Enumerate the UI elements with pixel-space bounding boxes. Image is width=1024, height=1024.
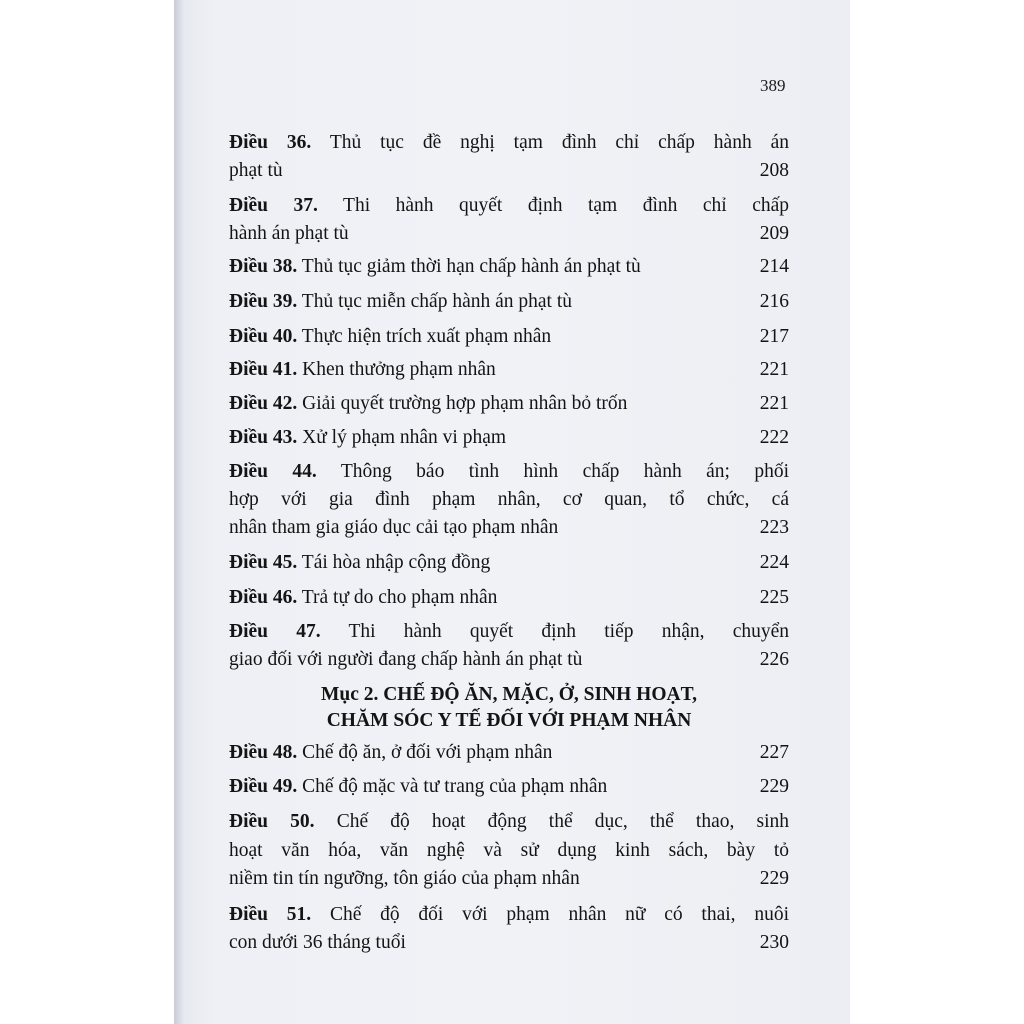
- section-heading: Mục 2. CHẾ ĐỘ ĂN, MẶC, Ở, SINH HOẠT,: [320, 684, 698, 705]
- article-title: Tái hòa nhập cộng đồng: [301, 552, 491, 573]
- page-number: 389: [760, 76, 786, 95]
- toc-page-number: 221: [759, 393, 789, 414]
- article-label: Điều 42.: [229, 393, 298, 414]
- toc-entry: [229, 193, 789, 219]
- article-label: Điều 37.: [229, 195, 318, 216]
- article-title: Thông báo tình hình chấp hành án; phối: [340, 461, 790, 482]
- toc-entry: [229, 459, 789, 485]
- article-title: Thủ tục giảm thời hạn chấp hành án phạt tù: [301, 256, 641, 277]
- toc-page-number: 225: [759, 587, 789, 608]
- article-title: Khen thưởng phạm nhân: [302, 359, 496, 380]
- article-label: Điều 40.: [229, 326, 298, 347]
- article-label: Điều 46.: [229, 587, 298, 608]
- toc-page-number: 223: [759, 517, 789, 538]
- toc-page-number: 224: [759, 552, 789, 573]
- toc-page-number: 229: [759, 868, 789, 889]
- article-title: nhân tham gia giáo dục cải tạo phạm nhân: [229, 517, 559, 538]
- toc-entry-continuation: [229, 838, 789, 864]
- article-title: Chế độ mặc và tư trang của phạm nhân: [302, 776, 608, 797]
- toc-page-number: 222: [759, 427, 789, 448]
- article-title: Chế độ đối với phạm nhân nữ có thai, nuôi: [329, 904, 789, 925]
- article-label: Điều 43.: [229, 427, 298, 448]
- article-title: Thi hành quyết định tiếp nhận, chuyển: [348, 621, 790, 642]
- article-title: hành án phạt tù: [229, 223, 349, 244]
- article-label: Điều 51.: [229, 904, 312, 925]
- article-title: Xử lý phạm nhân vi phạm: [302, 427, 507, 448]
- toc-entry: [229, 130, 789, 156]
- toc-page-number: 226: [759, 649, 789, 670]
- toc-page-number: 227: [759, 742, 789, 763]
- article-title: phạt tù: [229, 160, 283, 181]
- toc-entry: [229, 809, 789, 835]
- toc-page-number: 214: [759, 256, 789, 277]
- article-title: Thủ tục đề nghị tạm đình chỉ chấp hành án: [329, 132, 789, 153]
- article-title: Giải quyết trường hợp phạm nhân bỏ trốn: [302, 393, 628, 414]
- article-title: Thủ tục miễn chấp hành án phạt tù: [301, 291, 572, 312]
- article-title: con dưới 36 tháng tuổi: [229, 932, 406, 953]
- article-label: Điều 41.: [229, 359, 298, 380]
- article-title: Chế độ hoạt động thể dục, thể thao, sinh: [336, 811, 790, 832]
- article-title: niềm tin tín ngưỡng, tôn giáo của phạm nhân: [229, 868, 580, 889]
- article-title: giao đối với người đang chấp hành án phạt tù: [229, 649, 583, 670]
- article-label: Điều 49.: [229, 776, 298, 797]
- article-label: Điều 47.: [229, 621, 321, 642]
- toc-page-number: 216: [759, 291, 789, 312]
- article-label: Điều 45.: [229, 552, 298, 573]
- toc-page-number: 229: [759, 776, 789, 797]
- article-label: Điều 48.: [229, 742, 298, 763]
- article-title: hợp với gia đình phạm nhân, cơ quan, tổ chức, cá: [229, 489, 789, 510]
- article-title: Thi hành quyết định tạm đình chỉ chấp: [343, 195, 790, 216]
- toc-page-number: 230: [759, 932, 789, 953]
- article-label: Điều 39.: [229, 291, 298, 312]
- article-title: Chế độ ăn, ở đối với phạm nhân: [302, 742, 553, 763]
- article-label: Điều 38.: [229, 256, 298, 277]
- toc-entry: [229, 619, 789, 645]
- article-title: Thực hiện trích xuất phạm nhân: [301, 326, 552, 347]
- article-title: Trả tự do cho phạm nhân: [301, 587, 498, 608]
- toc-page-number: 209: [759, 223, 789, 244]
- article-label: Điều 44.: [229, 461, 317, 482]
- toc-page-number: 217: [759, 326, 789, 347]
- toc-entry-continuation: [229, 487, 789, 513]
- article-title: hoạt văn hóa, văn nghệ và sử dụng kinh sách, bày tỏ: [229, 840, 789, 861]
- toc-entry: [229, 902, 789, 928]
- article-label: Điều 50.: [229, 811, 315, 832]
- toc-page-number: 208: [759, 160, 789, 181]
- toc-page-number: 221: [759, 359, 789, 380]
- article-label: Điều 36.: [229, 132, 312, 153]
- section-heading: CHĂM SÓC Y TẾ ĐỐI VỚI PHẠM NHÂN: [326, 710, 692, 731]
